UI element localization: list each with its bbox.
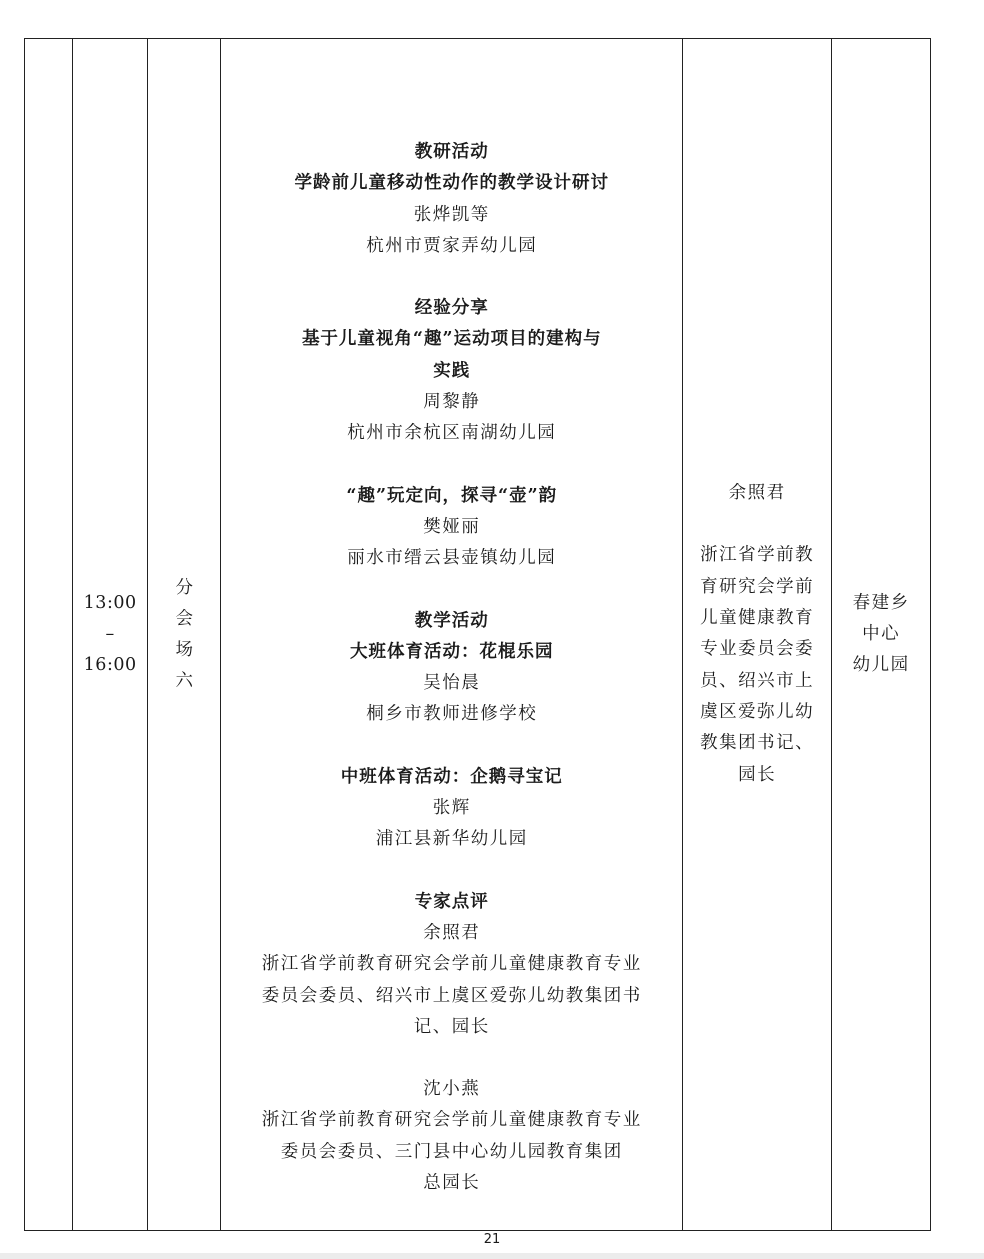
table-row	[25, 39, 931, 1231]
activity-title: 大班体育活动：花棍乐园	[350, 641, 554, 662]
activity-type: 专家点评	[414, 891, 489, 912]
host-desc: 教集团书记、	[700, 733, 815, 754]
content-cell	[221, 39, 683, 1231]
activity-speaker: 周黎静	[423, 392, 481, 413]
venue-char: 分	[175, 577, 193, 598]
activity-org: 丽水市缙云县壶镇幼儿园	[347, 548, 557, 569]
time-dash: –	[105, 624, 115, 645]
activity-block	[221, 762, 682, 856]
activity-speaker: 吴怡晨	[423, 673, 481, 694]
activity-speaker: 樊娅丽	[423, 516, 481, 537]
review-block	[221, 1074, 682, 1199]
activity-block	[221, 606, 682, 731]
place-line: 春建乡	[852, 593, 910, 614]
page-number: 21	[483, 1232, 501, 1247]
page-bottom-edge	[0, 1253, 984, 1259]
venue-cell	[147, 39, 221, 1231]
blank-cell	[25, 39, 73, 1231]
host-cell	[683, 39, 832, 1231]
activity-org: 浦江县新华幼儿园	[375, 829, 528, 850]
time-cell	[73, 39, 148, 1231]
host-desc: 员、绍兴市上	[700, 670, 815, 691]
host-desc: 儿童健康教育	[700, 608, 815, 629]
place-line: 中心	[862, 624, 901, 645]
host-desc: 虞区爱弥儿幼	[700, 701, 815, 722]
activity-org: 桐乡市教师进修学校	[366, 704, 538, 725]
reviewer-name: 沈小燕	[423, 1079, 481, 1100]
activity-speaker: 张烨凯等	[413, 204, 490, 225]
host-desc: 育研究会学前	[700, 576, 815, 597]
time-end: 16:00	[83, 655, 137, 676]
reviewer-desc: 委员会委员、三门县中心幼儿园教育集团	[280, 1141, 623, 1162]
activity-org: 杭州市贾家弄幼儿园	[366, 235, 538, 256]
host-desc: 专业委员会委	[700, 639, 815, 660]
activity-title: 基于儿童视角“趣”运动项目的建构与	[301, 329, 602, 350]
schedule-table	[24, 38, 931, 1231]
reviewer-desc: 浙江省学前教育研究会学前儿童健康教育专业	[261, 1110, 642, 1131]
place-line: 幼儿园	[852, 655, 910, 676]
reviewer-desc: 浙江省学前教育研究会学前儿童健康教育专业	[261, 954, 642, 975]
activity-org: 杭州市余杭区南湖幼儿园	[347, 423, 557, 444]
activity-type: 教学活动	[414, 610, 489, 631]
activity-type: 经验分享	[414, 298, 489, 319]
activity-block	[221, 137, 682, 262]
review-block	[221, 887, 682, 1043]
activity-title: 学龄前儿童移动性动作的教学设计研讨	[294, 173, 610, 194]
reviewer-desc: 委员会委员、绍兴市上虞区爱弥儿幼教集团书	[261, 985, 642, 1006]
venue-char: 六	[175, 670, 193, 691]
activity-title: 中班体育活动：企鹅寻宝记	[340, 766, 563, 787]
venue-char: 场	[175, 639, 193, 660]
venue-char: 会	[175, 608, 193, 629]
reviewer-name: 余照君	[423, 922, 481, 943]
reviewer-desc: 总园长	[423, 1173, 481, 1194]
time-start: 13:00	[83, 593, 137, 614]
reviewer-desc: 记、园长	[413, 1016, 490, 1037]
place-cell	[832, 39, 931, 1231]
activity-block	[221, 481, 682, 575]
activity-block	[221, 293, 682, 449]
activity-speaker: 张辉	[432, 798, 471, 819]
activity-title: 实践	[433, 360, 471, 381]
host-desc: 浙江省学前教	[700, 545, 815, 566]
host-desc: 园长	[738, 764, 777, 785]
activity-type: 教研活动	[414, 142, 489, 162]
activity-title: “趣”玩定向，探寻“壶”韵	[346, 485, 558, 506]
host-name: 余照君	[728, 483, 786, 504]
